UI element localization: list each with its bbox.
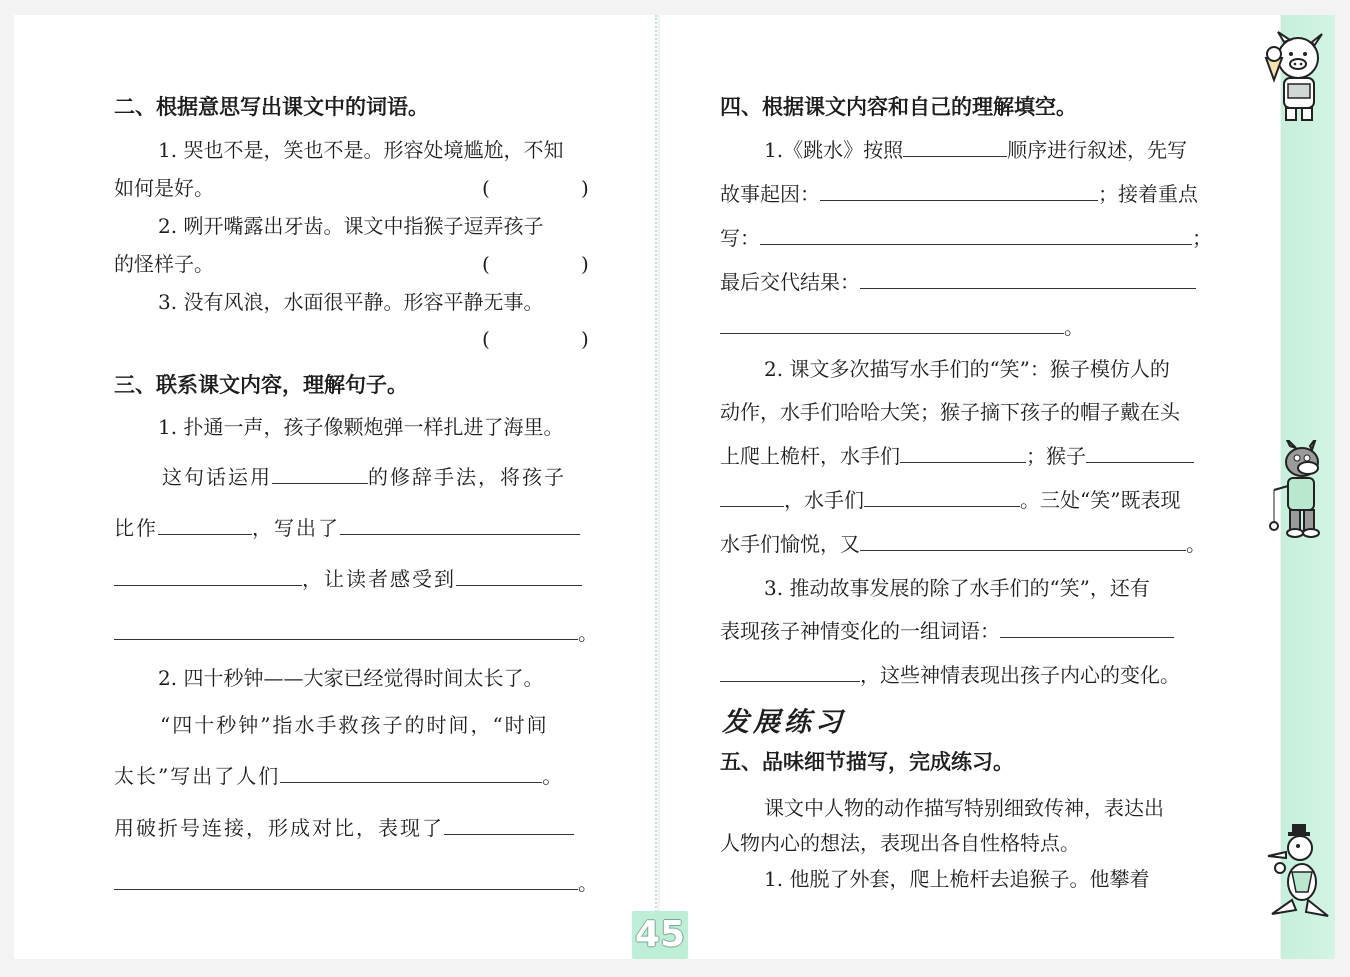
blank-boy-expressions-cont[interactable] bbox=[720, 663, 860, 682]
section-3-title: 三、联系课文内容，理解句子。 bbox=[114, 373, 408, 397]
s3-q1-d-period: 。 bbox=[578, 621, 598, 645]
s3-q2-line-c bbox=[114, 815, 574, 841]
s3-q1-b-mid: ，写出了 bbox=[252, 516, 340, 540]
s4-q2-line-a: 2. 课文多次描写水手们的“笑”：猴子模仿人的 bbox=[764, 357, 1170, 381]
blank-people-feel[interactable] bbox=[280, 764, 542, 783]
s3-q2-c-pre: 用破折号连接，形成对比，表现了 bbox=[114, 816, 444, 840]
blank-monkey-acts-cont[interactable] bbox=[720, 488, 784, 507]
s3-q1-a-pre: 这句话运用 bbox=[162, 465, 272, 489]
s4-q1-line-d bbox=[720, 269, 1196, 295]
s2-q1-paren-close: ) bbox=[581, 176, 589, 200]
s4-q2-c-pre: 上爬上桅杆，水手们 bbox=[720, 444, 900, 468]
s3-q1-a-post: 的修辞手法，将孩子 bbox=[368, 465, 566, 489]
wolf-mascot-icon bbox=[1262, 440, 1334, 544]
s2-q1-line2: 如何是好。 bbox=[114, 176, 214, 200]
s2-q3-answer-box[interactable] bbox=[495, 329, 575, 351]
s5-paragraph-line1: 课文中人物的动作描写特别细致传神，表达出 bbox=[764, 796, 1164, 820]
s2-q2-line1: 2. 咧开嘴露出牙齿。课文中指猴子逗弄孩子 bbox=[158, 214, 544, 238]
page-number: 45 bbox=[634, 914, 686, 955]
blank-boy-expressions[interactable] bbox=[1000, 619, 1174, 638]
s3-q1-c-mid: ，让读者感受到 bbox=[302, 567, 456, 591]
s3-q2-b-pre: 太长”写出了人们 bbox=[114, 764, 281, 788]
blank-shows[interactable] bbox=[444, 816, 574, 835]
s4-q2-d-post: 。三处“笑”既表现 bbox=[1020, 488, 1181, 512]
blank-rhetoric[interactable] bbox=[272, 465, 368, 484]
s4-q1-c-semicolon: ； bbox=[1192, 226, 1212, 250]
s3-q1-b-pre: 比作 bbox=[114, 516, 158, 540]
blank-monkey-acts[interactable] bbox=[1086, 444, 1194, 463]
s3-q2-line-b bbox=[114, 763, 564, 789]
extension-practice-title: 发展练习 bbox=[722, 707, 846, 738]
pig-mascot-icon bbox=[1256, 28, 1336, 128]
s3-q1-line-c bbox=[114, 566, 582, 592]
s4-q2-line-e bbox=[720, 531, 1206, 557]
s4-q2-e-period: 。 bbox=[1186, 532, 1206, 556]
s2-q2-line2: 的怪样子。 bbox=[114, 252, 214, 276]
s4-q1-b-pre: 故事起因： bbox=[720, 182, 820, 206]
s4-q3-b-pre: 表现孩子神情变化的一组词语： bbox=[720, 619, 1000, 643]
s4-q1-a-post: 顺序进行叙述，先写 bbox=[1007, 138, 1188, 162]
s4-q1-line-c bbox=[720, 225, 1212, 251]
s2-q3-paren-close: ) bbox=[581, 327, 589, 351]
s4-q2-d-mid: ，水手们 bbox=[784, 488, 864, 512]
s4-q3-c-post: ，这些神情表现出孩子内心的变化。 bbox=[860, 663, 1180, 687]
s4-q2-e-pre: 水手们愉悦，又 bbox=[720, 532, 860, 556]
s4-q1-c-pre: 写： bbox=[720, 226, 760, 250]
s2-q3-line1: 3. 没有风浪，水面很平静。形容平静无事。 bbox=[158, 290, 544, 314]
s3-q1-line-b bbox=[114, 515, 580, 541]
s5-paragraph-line2: 人物内心的想法，表现出各自性格特点。 bbox=[720, 831, 1080, 855]
s4-q2-line-d bbox=[720, 487, 1180, 513]
s3-q1-line-a bbox=[162, 464, 566, 490]
s4-q2-line-b: 动作，水手们哈哈大笑；猴子摘下孩子的帽子戴在头 bbox=[720, 400, 1180, 424]
s4-q1-a-pre: 1.《跳水》按照 bbox=[764, 138, 904, 162]
blank-story-result-cont[interactable] bbox=[720, 315, 1064, 334]
s2-q3-paren-open: ( bbox=[482, 327, 490, 351]
blank-reader-feels[interactable] bbox=[456, 567, 582, 586]
s3-q1-line1: 1. 扑通一声，孩子像颗炮弹一样扎进了海里。 bbox=[158, 415, 564, 439]
s3-q2-d-period: 。 bbox=[578, 871, 598, 895]
s4-q3-line-b bbox=[720, 618, 1174, 644]
blank-story-focus[interactable] bbox=[760, 226, 1192, 245]
s4-q1-line-e bbox=[720, 314, 1084, 340]
s2-q1-paren-open: ( bbox=[482, 176, 490, 200]
blank-story-result[interactable] bbox=[860, 270, 1196, 289]
s2-q2-paren-close: ) bbox=[581, 252, 589, 276]
blank-reader-feels-cont[interactable] bbox=[114, 621, 578, 640]
s4-q2-c-mid: ；猴子 bbox=[1026, 444, 1086, 468]
s2-q2-paren-open: ( bbox=[482, 252, 490, 276]
s3-q2-b-period: 。 bbox=[542, 764, 565, 788]
blank-story-cause[interactable] bbox=[820, 182, 1098, 201]
section-2-title: 二、根据意思写出课文中的词语。 bbox=[114, 95, 429, 119]
s3-q2-line-a: “四十秒钟”指水手救孩子的时间，“时间 bbox=[160, 713, 549, 737]
blank-compare-to[interactable] bbox=[158, 516, 252, 535]
s3-q1-line-d bbox=[114, 620, 598, 646]
blank-sailors-react-1[interactable] bbox=[900, 444, 1026, 463]
s4-q1-e-period: 。 bbox=[1064, 315, 1084, 339]
s4-q3-line-a: 3. 推动故事发展的除了水手们的“笑”，还有 bbox=[764, 576, 1150, 600]
s2-q2-answer-box[interactable] bbox=[495, 254, 575, 276]
section-5-title: 五、品味细节描写，完成练习。 bbox=[720, 750, 1014, 774]
blank-laugh-meaning[interactable] bbox=[860, 532, 1186, 551]
s2-q1-answer-box[interactable] bbox=[495, 178, 575, 200]
s2-q1-line1: 1. 哭也不是，笑也不是。形容处境尴尬，不知 bbox=[158, 138, 564, 162]
s3-q2-line-d bbox=[114, 870, 598, 896]
blank-sailors-react-2[interactable] bbox=[864, 488, 1020, 507]
s4-q1-b-post: ；接着重点 bbox=[1098, 182, 1198, 206]
blank-narrative-order[interactable] bbox=[903, 138, 1007, 157]
blank-wrote-out-cont[interactable] bbox=[114, 567, 302, 586]
duck-mascot-icon bbox=[1262, 822, 1334, 930]
s4-q3-line-c bbox=[720, 662, 1180, 688]
s3-q2-line1: 2. 四十秒钟——大家已经觉得时间太长了。 bbox=[158, 666, 544, 690]
blank-wrote-out[interactable] bbox=[340, 516, 580, 535]
s4-q2-line-c bbox=[720, 443, 1194, 469]
s4-q1-d-pre: 最后交代结果： bbox=[720, 270, 860, 294]
s4-q1-line-a bbox=[764, 137, 1187, 163]
page-number-badge bbox=[632, 911, 688, 959]
s5-q1-line1: 1. 他脱了外套，爬上桅杆去追猴子。他攀着 bbox=[764, 867, 1150, 891]
s4-q1-line-b bbox=[720, 181, 1198, 207]
section-4-title: 四、根据课文内容和自己的理解填空。 bbox=[720, 95, 1077, 119]
blank-shows-cont[interactable] bbox=[114, 871, 578, 890]
